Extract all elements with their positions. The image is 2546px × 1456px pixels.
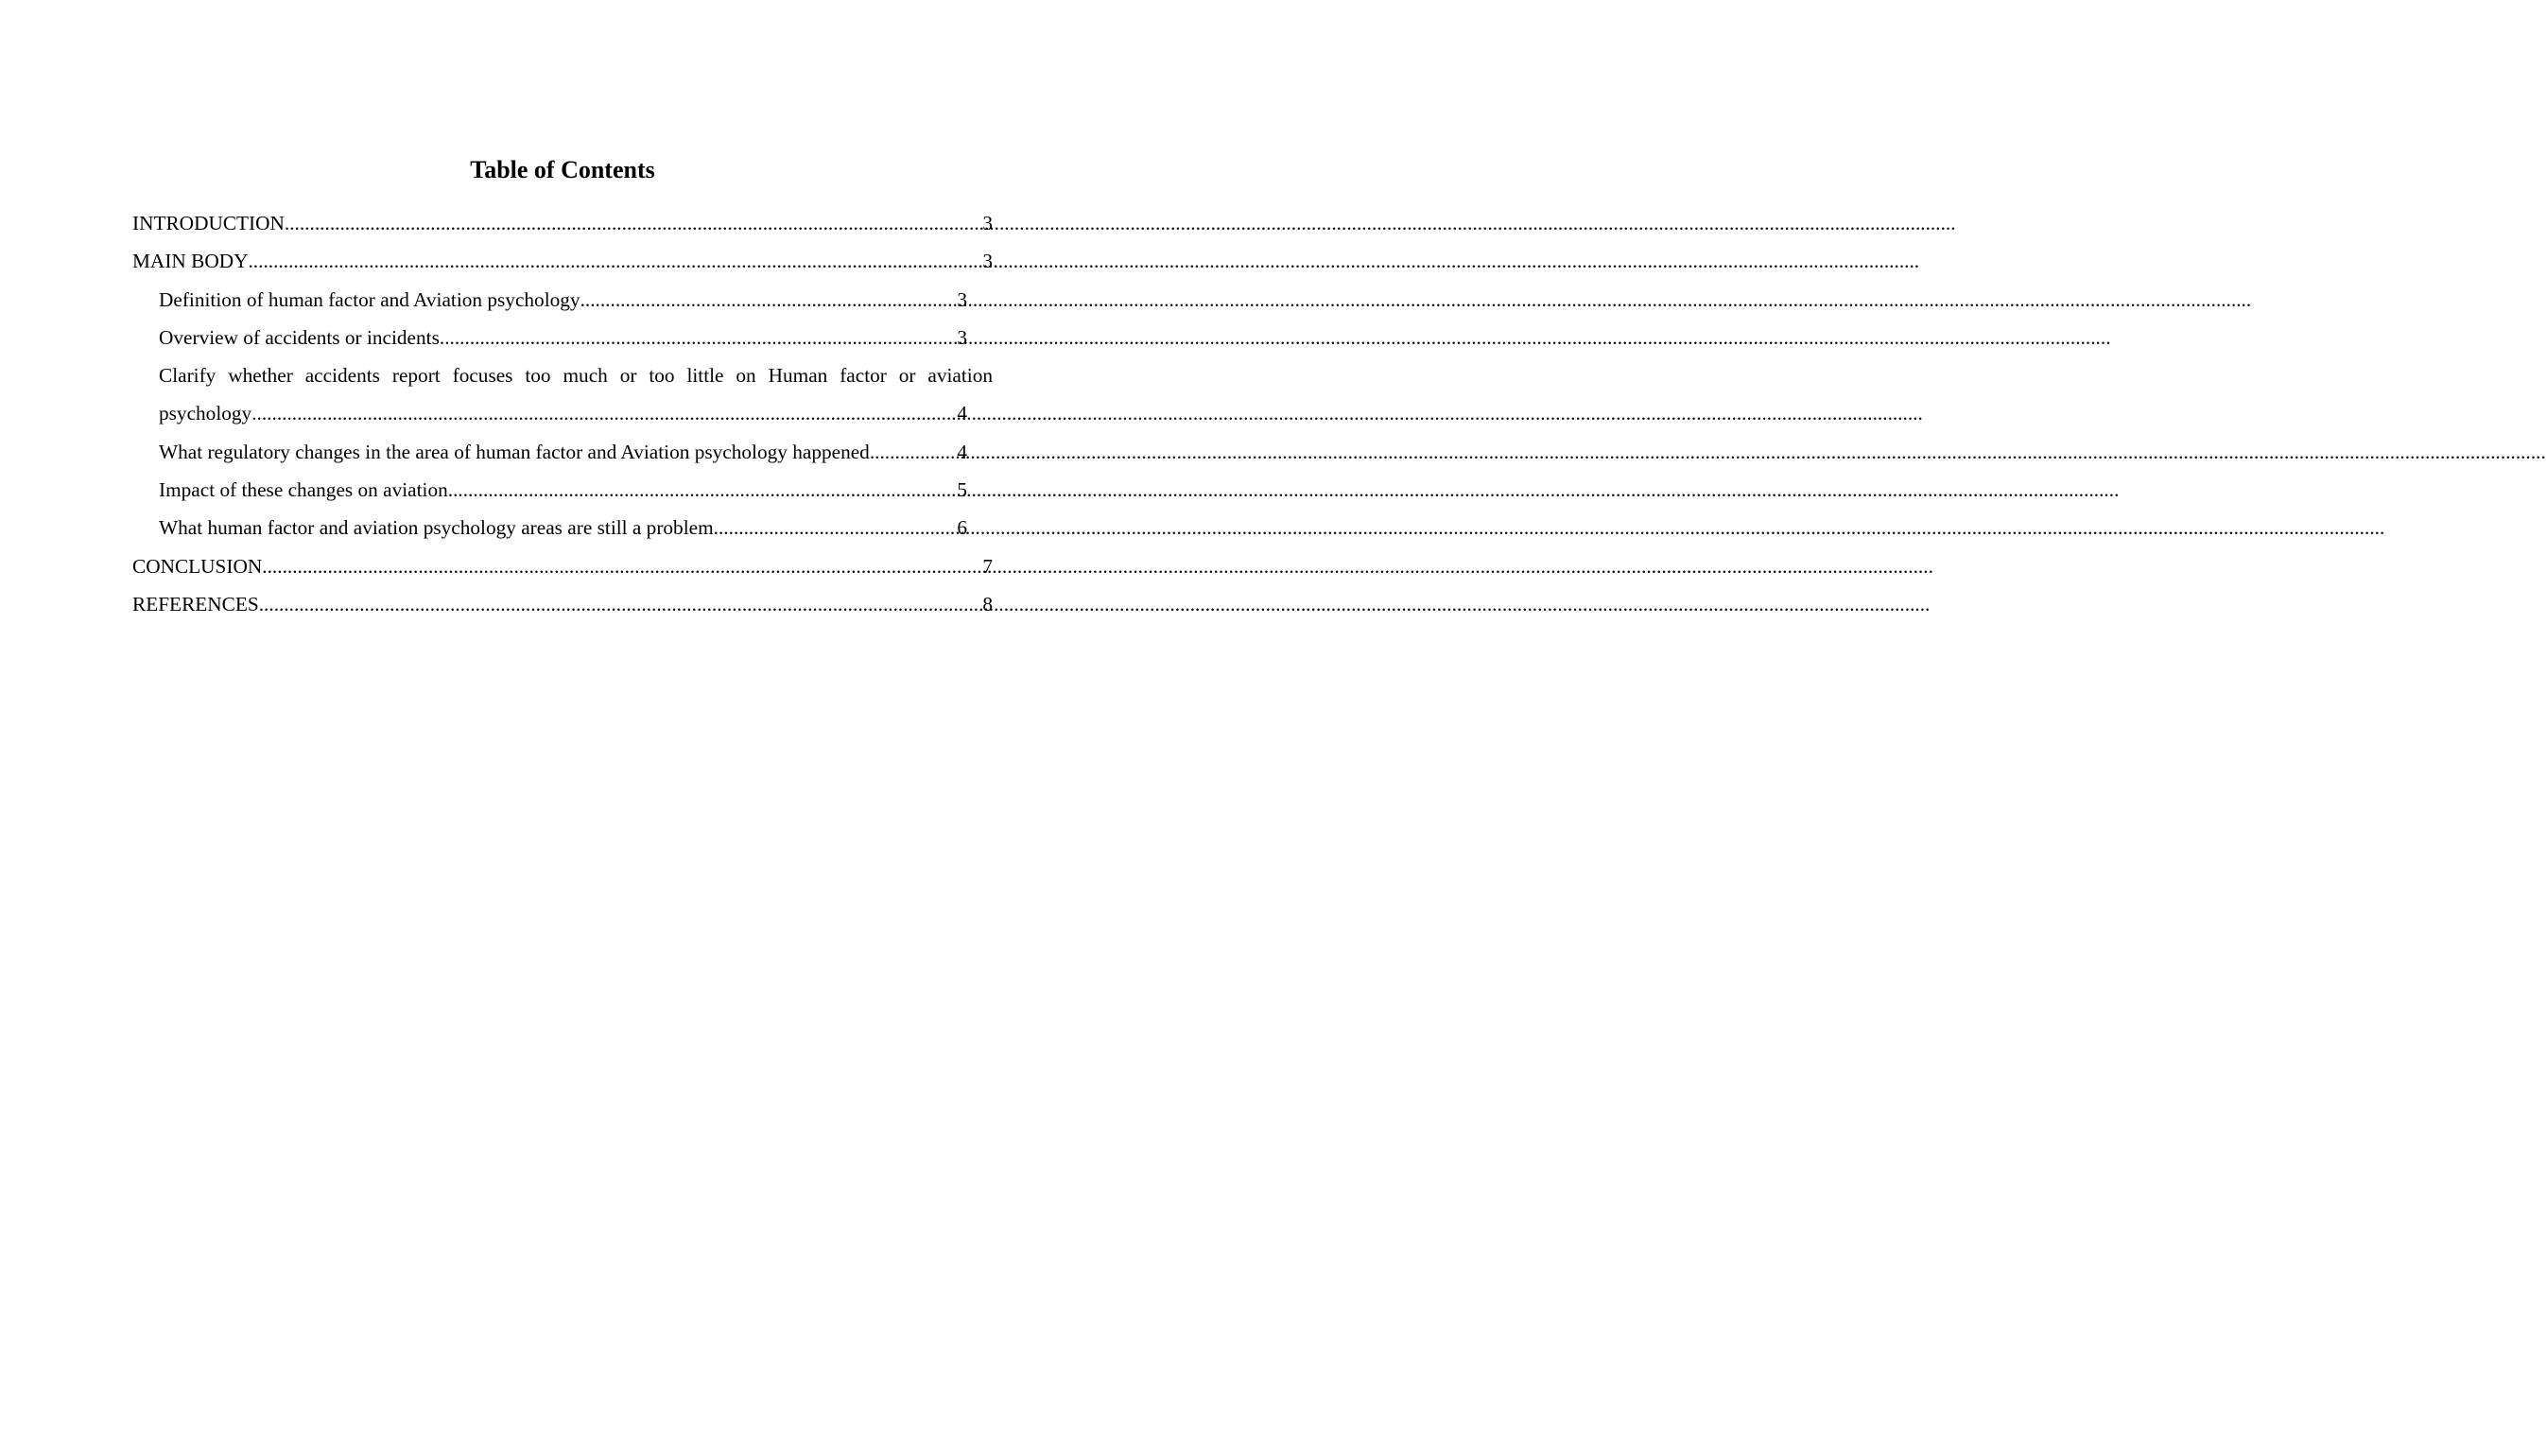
toc-entry-label: MAIN BODY bbox=[132, 250, 249, 273]
toc-entry-definition[interactable] bbox=[159, 281, 967, 319]
toc-page-number: 4 bbox=[957, 402, 967, 425]
toc-entry-main-body[interactable] bbox=[132, 242, 993, 280]
toc-entry-label: Definition of human factor and Aviation psychology bbox=[159, 287, 580, 311]
toc-page-number: 3 bbox=[982, 250, 993, 273]
toc-entry-regulatory-changes[interactable] bbox=[159, 433, 967, 471]
document-page bbox=[0, 0, 1125, 1456]
toc-entry-still-a-problem[interactable] bbox=[159, 509, 967, 546]
toc-entry-label: INTRODUCTION bbox=[132, 212, 285, 234]
toc-dot-leader bbox=[448, 471, 958, 509]
toc-entry-clarify[interactable] bbox=[159, 356, 993, 433]
toc-page-number: 5 bbox=[957, 478, 967, 502]
toc-page-number: 3 bbox=[982, 212, 993, 234]
toc-entry-second-line bbox=[159, 394, 967, 432]
toc-entry-label: Overview of accidents or incidents bbox=[159, 325, 440, 349]
toc-page-number: 7 bbox=[982, 554, 993, 578]
toc-dot-leader bbox=[580, 281, 958, 319]
toc-entry-references[interactable] bbox=[132, 585, 993, 623]
toc-entry-label: CONCLUSION bbox=[132, 554, 263, 578]
toc-entry-introduction[interactable] bbox=[132, 204, 993, 242]
toc-entry-label-line1: Clarify whether accidents report focuses too much or too little on Human factor or aviation bbox=[159, 364, 993, 388]
toc-dot-leader bbox=[875, 433, 957, 471]
toc-page-number: 3 bbox=[957, 287, 967, 311]
toc-entry-conclusion[interactable] bbox=[132, 547, 993, 585]
toc-dot-leader bbox=[248, 242, 982, 280]
toc-entry-label: Impact of these changes on aviation bbox=[159, 478, 448, 502]
toc-page-number: 8 bbox=[982, 592, 993, 615]
toc-dot-leader bbox=[285, 204, 982, 242]
toc-entry-impact[interactable] bbox=[159, 471, 967, 509]
toc-page-number: 3 bbox=[957, 325, 967, 349]
toc-page-number: 6 bbox=[957, 516, 967, 540]
toc-entry-label-line2: psychology bbox=[159, 402, 252, 425]
toc-list bbox=[132, 204, 993, 623]
toc-entry-overview[interactable] bbox=[159, 319, 967, 356]
toc-dot-leader bbox=[259, 585, 983, 623]
toc-entry-label: What regulatory changes in the area of human factor and Aviation psychology happened. bbox=[159, 440, 875, 463]
toc-entry-label: What human factor and aviation psychology areas are still a problem bbox=[159, 516, 714, 540]
toc-dot-leader bbox=[251, 394, 957, 432]
toc-dot-leader bbox=[262, 547, 982, 585]
toc-dot-leader bbox=[440, 319, 957, 356]
toc-page-number: 4 bbox=[957, 440, 967, 463]
toc-title: Table of Contents bbox=[470, 156, 655, 183]
toc-entry-label: REFERENCES bbox=[132, 592, 259, 615]
toc-dot-leader bbox=[714, 509, 958, 546]
